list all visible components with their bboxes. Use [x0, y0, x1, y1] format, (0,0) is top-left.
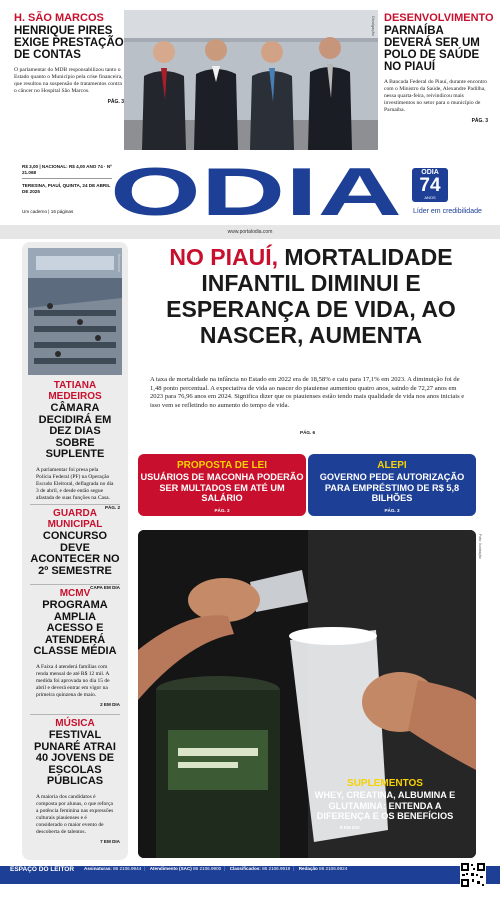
story-body: A Faixa 4 atenderá famílias com renda mensal de até R$ 12 mil. A medida foi aprovada no dia 15 de abril e deverá entrar em vigor na primeira quinzena de maio.	[36, 663, 110, 698]
story-kicker: TATIANA MEDEIROS	[48, 380, 102, 402]
contact-phone-sac[interactable]: 86 2106.9900	[193, 866, 222, 871]
contact-phone-classifieds[interactable]: 86 2106.9919	[262, 866, 291, 871]
sidebar-story-guarda[interactable]	[30, 508, 120, 590]
site-url-bar[interactable]	[0, 225, 500, 239]
photo-credit: Assessoria	[117, 254, 121, 272]
slogan: Líder em credibilidade	[413, 208, 482, 215]
odia-logo[interactable]	[106, 161, 406, 221]
sidebar-divider	[30, 714, 120, 715]
edition-price: R$ 3,00 | NACIONAL: R$ 4,00 ANO 74 · Nº 21.068	[22, 164, 112, 179]
photo-credit: Divulgação	[371, 16, 376, 36]
main-headline-rest: MORTALIDADE INFANTIL DIMINUI E ESPERANÇA DE VIDA, AO NASCER, AUMENTA	[166, 244, 456, 348]
footer-reader-space	[0, 866, 500, 884]
edition-date: TERESINA, PIAUÍ, QUINTA, 24 DE ABRIL DE 2025	[22, 183, 111, 194]
odia-logo-text: ODIA	[110, 161, 402, 221]
story-headline[interactable]: WHEY, CREATINA, ALBUMINA E GLUTAMINA: ENTENDA A DIFERENÇA E OS BENEFÍCIOS	[314, 790, 456, 821]
story-page-ref: 7 EM DIA	[100, 838, 120, 844]
teaser-kicker: H. SÃO MARCOS	[14, 12, 104, 24]
edition-info	[22, 164, 112, 214]
separator: |	[293, 866, 295, 871]
teaser-parnaiba[interactable]	[384, 12, 494, 124]
contact-phone-subscriptions[interactable]: 86 2106.9944	[113, 866, 142, 871]
story-page-ref: 2 EM DIA	[100, 701, 120, 707]
story-headline[interactable]: CÂMARA DECIDIRÁ EM DEZ DIAS SOBRE SUPLENTE	[38, 402, 112, 460]
teaser-headline[interactable]: PARNAÍBA DEVERÁ SER UM POLO DE SAÚDE NO PIAUÍ	[384, 25, 480, 73]
top-teaser-band	[0, 0, 500, 160]
sidebar	[22, 242, 128, 860]
teaser-body: O parlamentar do MDB responsabilizou tanto o Estado quanto o Município pela crise financeira, que resultou na suspensão de tratamentos contra o câncer no Hospital São Marcos.	[14, 67, 123, 94]
box-alepi[interactable]	[308, 454, 476, 516]
teaser-page-ref: PÁG. 3	[107, 99, 124, 105]
teaser-body: A Bancada Federal do Piauí, durante encontro com o Ministro da Saúde, Alexandre Padilha, nessa quarta-feira, reivindicou mais investimentos no setor para o município de Parnaíba.	[384, 79, 487, 113]
contact-label-newsroom: Redação	[298, 866, 318, 871]
story-kicker: MÚSICA	[55, 718, 95, 729]
teaser-page-ref: PÁG. 3	[471, 118, 488, 124]
contact-phone-newsroom[interactable]: 86 2106.9924	[319, 866, 348, 871]
politicians-photo-illustration	[124, 10, 378, 150]
box-page-ref: PÁG. 3	[214, 507, 230, 513]
footer-label: ESPAÇO DO LEITOR	[10, 866, 75, 873]
supplements-story[interactable]	[310, 778, 460, 830]
box-proposta-de-lei[interactable]	[138, 454, 306, 516]
site-url[interactable]: www.portalodia.com	[227, 229, 273, 235]
box-headline[interactable]: USUÁRIOS DE MACONHA PODERÃO SER MULTADOS EM ATÉ UM SALÁRIO	[140, 472, 304, 503]
story-headline[interactable]: CONCURSO DEVE ACONTECER NO 2º SEMESTRE	[30, 530, 120, 577]
box-kicker: ALEPI	[377, 460, 407, 471]
chamber-photo-illustration	[28, 248, 122, 375]
sidebar-divider	[30, 584, 120, 585]
main-story-page-ref: PÁG. 6	[300, 430, 316, 435]
qr-code-icon[interactable]	[460, 862, 486, 888]
contact-label-classifieds: Classificados:	[229, 866, 261, 871]
story-body: A maioria dos candidatos é composta por alunas, o que reforça a potência feminina nas expressões culturais piauienses e é considerado o maior evento de descoberta de talentos.	[36, 793, 114, 835]
anniversary-badge	[412, 168, 448, 202]
sidebar-story-mcmv[interactable]	[30, 588, 120, 707]
main-story-body: A taxa de mortalidade na infância no Estado em 2022 era de 18,58% e caiu para 17,1% em 2023. A diminuição foi de 1,48 ponto percentual. A expectativa de vida ao nascer do piauiense aumentou quatro anos, saindo de 72,27 anos em 2023 para 76,96 anos em 2024. Significa dizer que os piauienses estão tendo mais qualidade de vida nos anos iniciais e isso vem se refletindo no aumento do tempo de vida.	[150, 376, 465, 409]
story-page-ref: PÁG. 2	[104, 504, 120, 510]
teaser-kicker: DESENVOLVIMENTO	[384, 12, 494, 24]
story-page-ref: 8 EM DIA	[340, 824, 360, 830]
top-photo-politicians[interactable]	[124, 10, 378, 150]
separator: |	[144, 866, 146, 871]
story-headline[interactable]: FESTIVAL PUNARÉ ATRAI 40 JOVENS DE ESCOLAS PÚBLICAS	[34, 729, 116, 787]
sidebar-story-musica[interactable]	[30, 718, 120, 844]
badge-brand: ODIA	[421, 169, 439, 176]
contact-label-subscriptions: Assinaturas:	[84, 866, 112, 871]
teaser-headline[interactable]: HENRIQUE PIRES EXIGE PRESTAÇÃO DE CONTAS	[14, 25, 124, 61]
story-kicker: GUARDA MUNICIPAL	[47, 508, 103, 530]
badge-label: ANOS	[424, 195, 436, 200]
story-body: A parlamentar foi presa pela Polícia Federal (PF) na Operação Escudo Eleitoral, deflagrada no dia 3 de abril, e desde então segue afastada de suas funções na Casa.	[36, 466, 114, 501]
edition-pages: Um caderno | 16 páginas	[22, 209, 74, 214]
story-kicker: SUPLEMENTOS	[347, 778, 423, 789]
masthead	[0, 160, 500, 222]
story-kicker: MCMV	[59, 588, 91, 599]
story-headline[interactable]: PROGRAMA AMPLIA ACESSO E ATENDERÁ CLASSE MÉDIA	[33, 599, 117, 657]
footer-contacts	[84, 866, 347, 871]
box-headline[interactable]: GOVERNO PEDE AUTORIZAÇÃO PARA EMPRÉSTIMO DE R$ 5,8 BILHÕES	[319, 472, 465, 503]
teaser-hsaomarcos[interactable]	[14, 12, 124, 105]
main-headline[interactable]	[138, 244, 484, 348]
separator: |	[224, 866, 226, 871]
badge-years: 74	[419, 175, 441, 196]
main-headline-highlight: NO PIAUÍ,	[169, 244, 278, 270]
sidebar-photo-chamber[interactable]	[28, 248, 122, 375]
contact-label-sac: Atendimento (SAC)	[149, 866, 192, 871]
sidebar-story-tatiana[interactable]	[30, 380, 120, 510]
story-page-ref: CAPA EM DIA	[90, 585, 120, 590]
box-page-ref: PÁG. 3	[384, 507, 400, 513]
sidebar-divider	[30, 504, 120, 505]
photo-credit: Foto: Ilustração	[478, 534, 482, 559]
qr-code-graphic	[460, 862, 486, 888]
box-kicker: PROPOSTA DE LEI	[176, 460, 267, 471]
